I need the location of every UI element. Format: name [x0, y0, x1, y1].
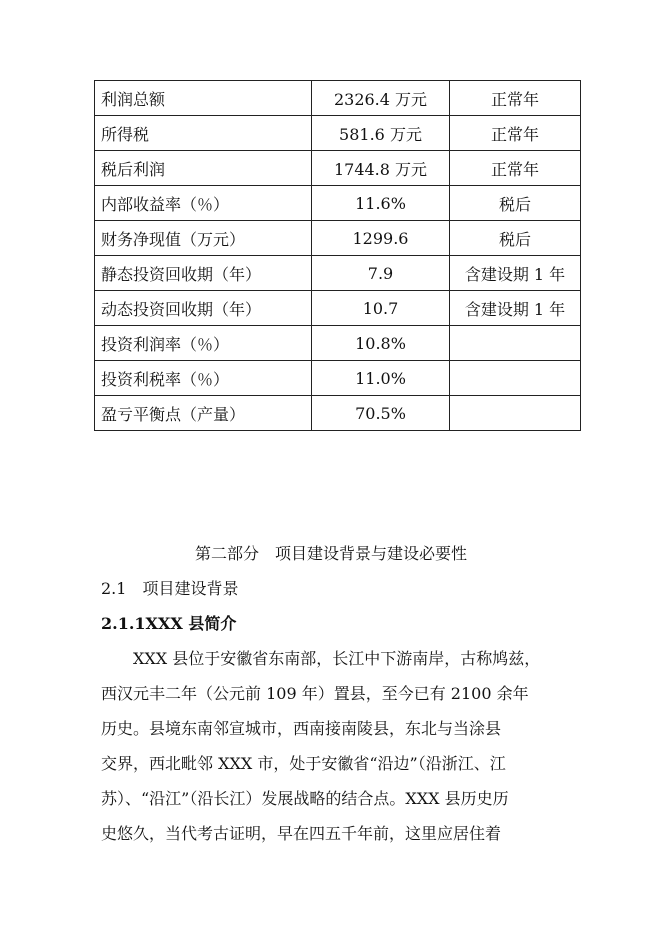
indicator-note: 正常年	[450, 151, 581, 186]
indicator-name: 利润总额	[95, 81, 312, 116]
indicator-note	[450, 361, 581, 396]
indicator-name: 动态投资回收期（年）	[95, 291, 312, 326]
indicator-value: 11.0%	[312, 361, 450, 396]
indicator-value: 2326.4 万元	[312, 81, 450, 116]
indicator-note: 税后	[450, 221, 581, 256]
indicator-name: 盈亏平衡点（产量）	[95, 396, 312, 431]
indicator-name: 所得税	[95, 116, 312, 151]
indicator-name: 税后利润	[95, 151, 312, 186]
table-row	[95, 116, 581, 151]
table-row	[95, 81, 581, 116]
table-row	[95, 326, 581, 361]
indicator-name: 静态投资回收期（年）	[95, 256, 312, 291]
indicator-note: 含建设期 1 年	[450, 291, 581, 326]
table-row	[95, 221, 581, 256]
body-paragraph-line: 历史。县境东南邻宣城市，西南接南陵县，东北与当涂县	[101, 719, 502, 738]
indicator-value: 11.6%	[312, 186, 450, 221]
indicator-name: 内部收益率（％）	[95, 186, 312, 221]
indicator-note: 税后	[450, 186, 581, 221]
indicator-name: 投资利税率（％）	[95, 361, 312, 396]
table-row	[95, 361, 581, 396]
table-row	[95, 256, 581, 291]
indicator-note	[450, 326, 581, 361]
subsection-heading: 2.1 项目建设背景	[101, 579, 239, 598]
indicator-value: 1299.6	[312, 221, 450, 256]
indicator-name: 财务净现值（万元）	[95, 221, 312, 256]
subsubsection-heading: 2.1.1XXX 县简介	[101, 614, 237, 633]
indicator-value: 7.9	[312, 256, 450, 291]
body-paragraph-line: 交界，西北毗邻 XXX 市，处于安徽省“沿边”（沿浙江、江	[101, 754, 506, 773]
indicator-value: 70.5%	[312, 396, 450, 431]
indicator-name: 投资利润率（％）	[95, 326, 312, 361]
indicator-value: 581.6 万元	[312, 116, 450, 151]
indicator-value: 10.7	[312, 291, 450, 326]
indicator-note: 含建设期 1 年	[450, 256, 581, 291]
indicator-value: 1744.8 万元	[312, 151, 450, 186]
body-paragraph-line: XXX 县位于安徽省东南部，长江中下游南岸，古称鸠兹，	[101, 649, 541, 668]
indicator-note	[450, 396, 581, 431]
indicator-value: 10.8%	[312, 326, 450, 361]
body-paragraph-line: 西汉元丰二年（公元前 109 年）置县，至今已有 2100 余年	[101, 684, 529, 703]
body-paragraph-line: 史悠久，当代考古证明，早在四五千年前，这里应居住着	[101, 824, 502, 843]
table-row	[95, 151, 581, 186]
table-row	[95, 396, 581, 431]
indicator-table	[94, 80, 581, 431]
table-row	[95, 291, 581, 326]
indicator-note: 正常年	[450, 81, 581, 116]
section-title: 第二部分 项目建设背景与建设必要性	[194, 544, 467, 563]
indicator-note: 正常年	[450, 116, 581, 151]
table-row	[95, 186, 581, 221]
body-paragraph-line: 苏）、“沿江”（沿长江）发展战略的结合点。XXX 县历史历	[101, 789, 509, 808]
